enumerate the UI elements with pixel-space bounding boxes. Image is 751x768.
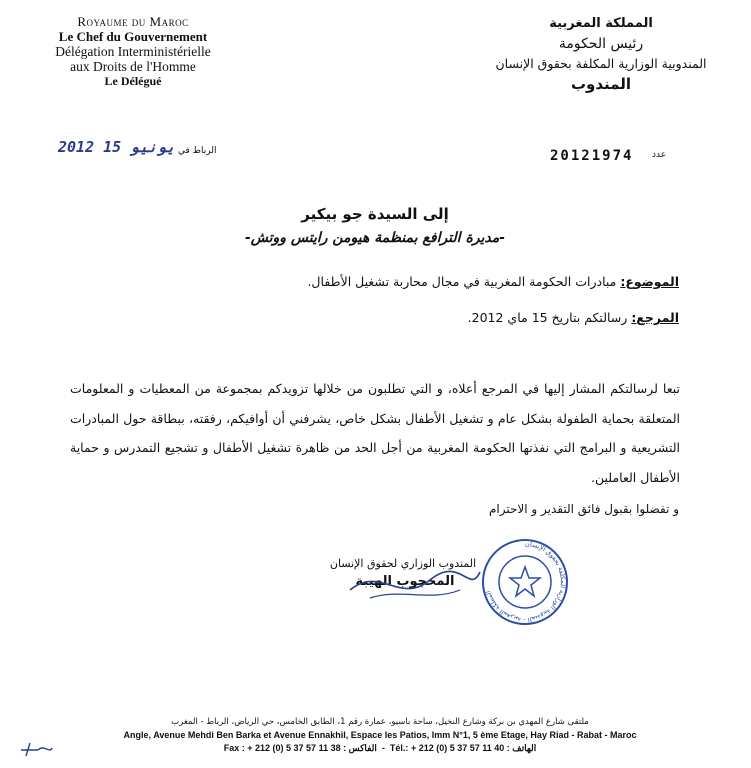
footer-address-arabic: ملتقى شارع المهدي بن بركة وشارع النخيل، ساحة باسيو، عمارة رقم 1، الطابق الخامس، حي الرياض، الرباط - المغرب <box>171 717 589 727</box>
handwritten-mark <box>18 740 54 758</box>
fax-label: Fax : <box>223 743 245 753</box>
reference-line <box>468 310 679 325</box>
header-ar-delegation: المندوبية الوزارية المكلفة بحقوق الإنسان <box>495 56 707 71</box>
tel-label-ar: : الهاتف <box>506 743 537 753</box>
recipient-name: إلى السيدة جو بيكير <box>301 205 449 223</box>
closing-line: و تفضلوا بقبول فائق التقدير و الاحترام <box>488 502 679 516</box>
header-ar-delegate: المندوب <box>570 75 631 93</box>
date-stamp: 2012 يونيو 15 <box>58 138 176 156</box>
reference-label: المرجع: <box>631 310 679 325</box>
fax-value: + 212 (0) 5 37 57 11 38 <box>247 743 341 753</box>
header-arabic <box>471 14 731 94</box>
recipient-block <box>150 202 600 250</box>
recipient-title: -مديرة الترافع بمنظمة هيومن رايتس ووتش- <box>244 230 506 246</box>
signature-title: المندوب الوزاري لحقوق الإنسان <box>329 557 477 570</box>
subject-label: الموضوع: <box>620 274 679 289</box>
header-delegation: Délégation Interministérielle <box>55 44 211 59</box>
letter-body: تبعا لرسالتكم المشار إليها في المرجع أعلاه، و التي تطلبون من خلالها تزويدكم بمجموعة من المعطيات و المعلومات المتعلقة بحماية الطفولة بشكل عام و تشغيل الأطفال بشكل خاص، يشرفني أن أوافيكم، رفقته، ببطاقة حول المبادرات التشريعية و البرامج التي نفذتها الحكومة المغربية من أجل الحد من ظاهرة تشغيل الأطفال و تشجيع التمدرس و حماية الأطفال العاملين. <box>70 381 680 485</box>
handwritten-signature <box>340 560 490 610</box>
header-head-of-government: Le Chef du Gouvernement <box>58 29 208 44</box>
footer-address-french: Angle, Avenue Mehdi Ben Barka et Avenue Ennakhil, Espace les Patios, Imm N°1, 5 ème Etage, Hay Riad - Rabat - Maroc <box>123 730 637 740</box>
reference-number: 20121974 <box>550 148 634 164</box>
date-place: الرباط في <box>178 146 217 156</box>
official-seal <box>480 537 570 627</box>
tel-label: Tél.: <box>389 743 409 753</box>
footer <box>80 716 680 755</box>
header-french <box>18 14 248 89</box>
reference-number-label: عدد <box>652 150 667 160</box>
star-icon <box>510 567 540 596</box>
seal-text: المملكة المغربية - المندوبية الوزارية المكلفة بحقوق الإنسان <box>484 539 567 625</box>
header-human-rights: aux Droits de l'Homme <box>70 59 196 74</box>
signature-name: المحجوب الهيبة <box>355 574 455 589</box>
tel-value: + 212 (0) 5 37 57 11 40 <box>410 743 505 753</box>
subject-text: مبادرات الحكومة المغربية في مجال محاربة تشغيل الأطفال. <box>307 274 617 289</box>
header-delegate: Le Délégué <box>104 74 162 88</box>
header-ar-kingdom: المملكة المغربية <box>549 16 653 31</box>
subject-line <box>307 274 679 289</box>
reference-text: رسالتكم بتاريخ 15 ماي 2012. <box>467 310 628 325</box>
header-ar-government: رئيس الحكومة <box>558 36 644 52</box>
fax-label-ar: : الفاكس <box>343 743 377 753</box>
header-kingdom: Royaume du Maroc <box>77 14 189 29</box>
footer-contacts: Fax : + 212 (0) 5 37 57 11 38 : الفاكس - Tél.: + 212 (0) 5 37 57 11 40 : الهاتف <box>223 743 537 753</box>
